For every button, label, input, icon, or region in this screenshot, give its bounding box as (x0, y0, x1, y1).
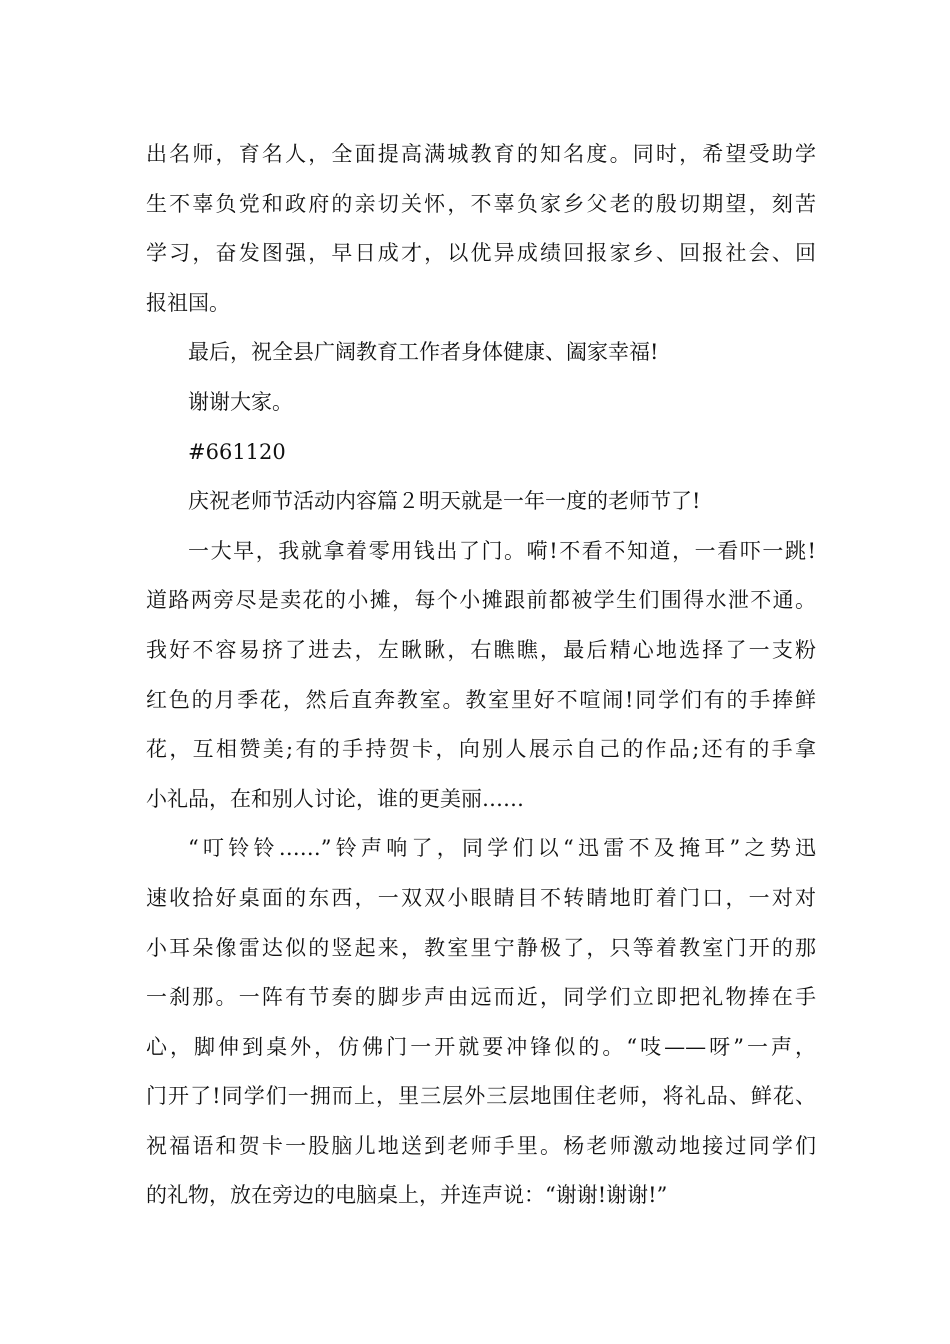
body-line: 小礼品，在和别人讨论，谁的更美丽…… (146, 786, 524, 811)
body-line: 一刹那。一阵有节奏的脚步声由远而近，同学们立即把礼物捧在手 (146, 985, 816, 1010)
body-line: 门开了!同学们一拥而上，里三层外三层地围住老师，将礼品、鲜花、 (146, 1084, 816, 1109)
section-title-line: 庆祝老师节活动内容篇２明天就是一年一度的老师节了! (188, 489, 701, 514)
body-line: 的礼物，放在旁边的电脑桌上，并连声说：“谢谢!谢谢!” (146, 1183, 668, 1208)
body-line: 最后，祝全县广阔教育工作者身体健康、阖家幸福! (188, 340, 659, 365)
body-line: 生不辜负党和政府的亲切关怀，不辜负家乡父老的殷切期望，刻苦 (146, 191, 816, 216)
body-line: 道路两旁尽是卖花的小摊，每个小摊跟前都被学生们围得水泄不通。 (146, 588, 816, 613)
body-line: 心，脚伸到桌外，仿佛门一开就要冲锋似的。“吱——呀”一声， (146, 1034, 816, 1059)
body-line: 一大早，我就拿着零用钱出了门。嗬!不看不知道，一看吓一跳! (188, 538, 816, 563)
document-id-line: #661120 (188, 439, 286, 464)
body-line: 我好不容易挤了进去，左瞅瞅，右瞧瞧，最后精心地选择了一支粉 (146, 637, 816, 662)
body-line: “叮铃铃……”铃声响了，同学们以“迅雷不及掩耳”之势迅 (188, 836, 816, 861)
body-line: 出名师，育名人，全面提高满城教育的知名度。同时，希望受助学 (146, 142, 816, 166)
document-body (146, 130, 816, 1221)
body-line: 祝福语和贺卡一股脑儿地送到老师手里。杨老师激动地接过同学们 (146, 1133, 816, 1158)
body-line: 花，互相赞美;有的手持贺卡，向别人展示自己的作品;还有的手拿 (146, 737, 816, 762)
body-line: 谢谢大家。 (188, 389, 293, 414)
body-line: 速收拾好桌面的东西，一双双小眼睛目不转睛地盯着门口，一对对 (146, 885, 816, 910)
body-line: 报祖国。 (146, 290, 230, 315)
body-line: 学习，奋发图强，早日成才，以优异成绩回报家乡、回报社会、回 (146, 241, 816, 266)
body-line: 小耳朵像雷达似的竖起来，教室里宁静极了，只等着教室门开的那 (146, 935, 816, 960)
body-line: 红色的月季花，然后直奔教室。教室里好不喧闹!同学们有的手捧鲜 (146, 687, 816, 712)
